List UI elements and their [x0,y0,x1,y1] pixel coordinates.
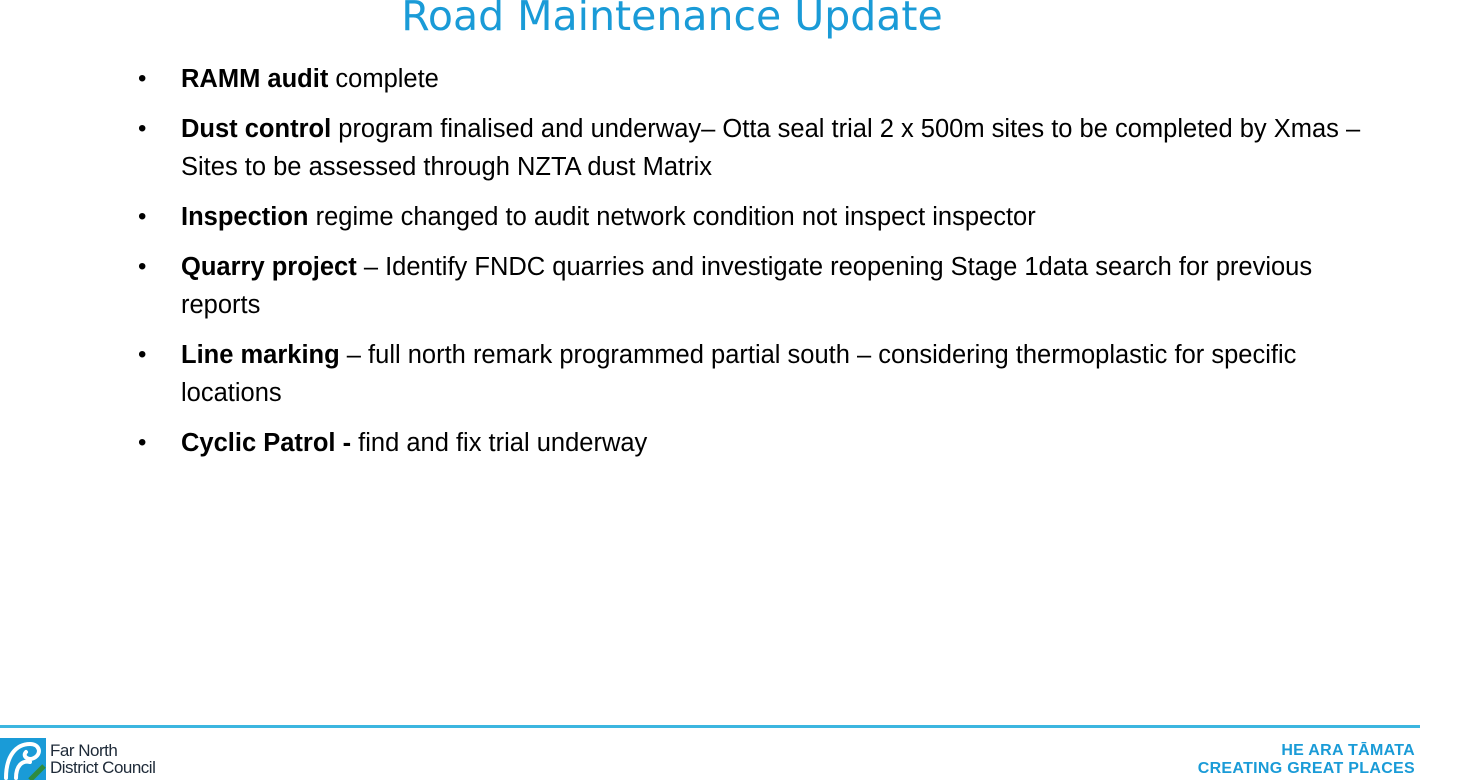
bullet-item-quarry-project [0,248,1361,324]
bullet-heading: Dust control [181,115,332,143]
bullet-heading: Inspection [181,203,309,231]
bullet-dot: • [138,341,147,368]
slide-title: Road Maintenance Update [401,0,943,40]
bullet-dot: • [138,429,147,456]
bullet-heading: Cyclic Patrol - [181,429,352,457]
bullet-dot: • [138,115,147,142]
logo-wordmark [50,738,155,776]
bullet-text: find and fix trial underway [351,429,648,457]
bullet-text: – Identify FNDC quarries and investigate reopening Stage 1data search for previous reports [181,253,1313,319]
bullet-text: – full north remark programmed partial south – considering thermoplastic for specific locations [181,341,1297,407]
bullet-dot: • [138,253,147,280]
bullet-item-dust-control [0,110,1361,186]
bullet-text: regime changed to audit network condition not inspect inspector [308,203,1036,231]
bullet-item-ramm-audit [0,60,1361,98]
fndc-logo-icon [0,738,46,780]
bullet-list [0,60,1400,474]
bullet-dot: • [138,203,147,230]
tagline-line-1: HE ARA TĀMATA [1281,742,1415,759]
bullet-heading: Line marking [181,341,340,369]
footer-divider [0,725,1420,728]
bullet-item-line-marking [0,336,1361,412]
bullet-text: complete [328,65,439,93]
footer-tagline [1198,742,1415,778]
bullet-dot: • [138,65,147,92]
tagline-line-2: CREATING GREAT PLACES [1197,760,1415,777]
bullet-item-inspection [0,198,1361,236]
bullet-heading: RAMM audit [181,65,329,93]
logo-line-2: District Council [50,758,156,777]
bullet-text: program finalised and underway– Otta seal trial 2 x 500m sites to be completed by Xmas – Sites to be assessed through NZTA dust Matrix [181,115,1361,181]
council-logo [0,738,155,780]
logo-line-1: Far North [50,741,118,760]
bullet-heading: Quarry project [181,253,357,281]
bullet-item-cyclic-patrol [0,424,1361,462]
